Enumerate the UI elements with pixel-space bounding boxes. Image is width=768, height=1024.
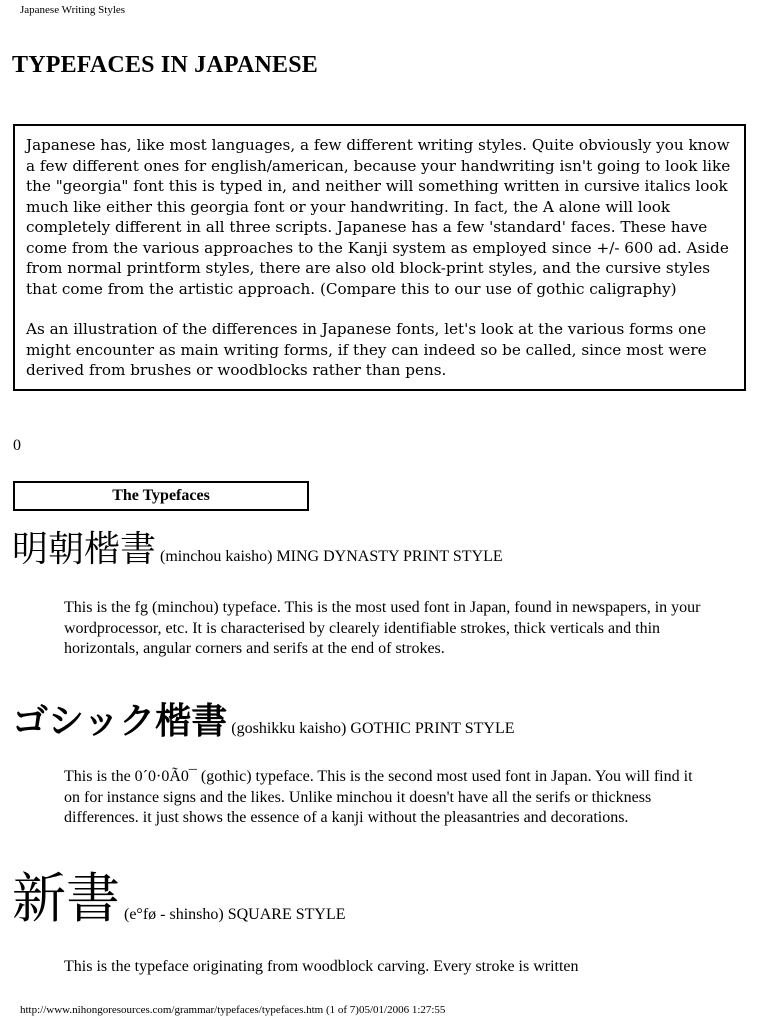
- document-header-title: Japanese Writing Styles: [20, 4, 126, 16]
- reading-minchou: (minchou kaisho) MING DYNASTY PRINT STYLE: [160, 548, 503, 565]
- description-shinsho: This is the typeface originating from woodblock carving. Every stroke is written: [64, 958, 579, 975]
- kanji-shinsho: 新書: [12, 867, 120, 930]
- section-heading: The Typefaces: [112, 487, 210, 504]
- document-footer-url: http://www.nihongoresources.com/grammar/typefaces/typefaces.htm (1 of 7)05/01/2006 1:27:55: [20, 1004, 446, 1016]
- page-title: TYPEFACES IN JAPANESE: [12, 52, 319, 78]
- typeface-heading-minchou: [12, 529, 503, 570]
- kanji-gothic: ゴシック楷書: [12, 701, 228, 742]
- reading-shinsho: (e°fø - shinsho) SQUARE STYLE: [124, 906, 346, 923]
- intro-box: [13, 124, 746, 391]
- intro-paragraph-1: Japanese has, like most languages, a few different writing styles. Quite obviously you know a few different ones for english/american, because your handwriting isn't going to look like the "georgia" font this is typed in, and neither will something written in cursive italics look much like either this georgia font or your handwriting. In fact, the A alone will look completely different in all three scripts. Japanese has a few 'standard' faces. These have come from the various approaches to the Kanji system as employed since +/- 600 ad. Aside from normal printform styles, there are also old block-print styles, and the cursive styles that come from the artistic approach. (Compare this to our use of gothic caligraphy): [26, 136, 731, 298]
- stray-text: 0: [13, 437, 21, 454]
- typeface-heading-shinsho: [12, 867, 346, 930]
- description-minchou: This is the fg (minchou) typeface. This is the most used font in Japan, found in newspapers, in your wordprocessor, etc. It is characterised by clearely identifiable strokes, thick verticals and thin horizontals, angular corners and serifs at the end of strokes.: [64, 599, 701, 657]
- kanji-minchou: 明朝楷書: [12, 529, 157, 570]
- typeface-heading-gothic: [12, 701, 515, 742]
- intro-paragraph-2: As an illustration of the differences in Japanese fonts, let's look at the various forms one might encounter as main writing forms, if they can indeed so be called, since most were derived from brushes or woodblocks rather than pens.: [26, 320, 707, 379]
- section-heading-box: [13, 481, 309, 511]
- reading-gothic: (goshikku kaisho) GOTHIC PRINT STYLE: [231, 720, 515, 737]
- description-gothic: This is the 0´0·0Ã0¯ (gothic) typeface. This is the second most used font in Japan. You will find it on for instance signs and the likes. Unlike minchou it doesn't have all the serifs or thickness differences. it just shows the essence of a kanji without the pleasantries and decorations.: [64, 768, 693, 826]
